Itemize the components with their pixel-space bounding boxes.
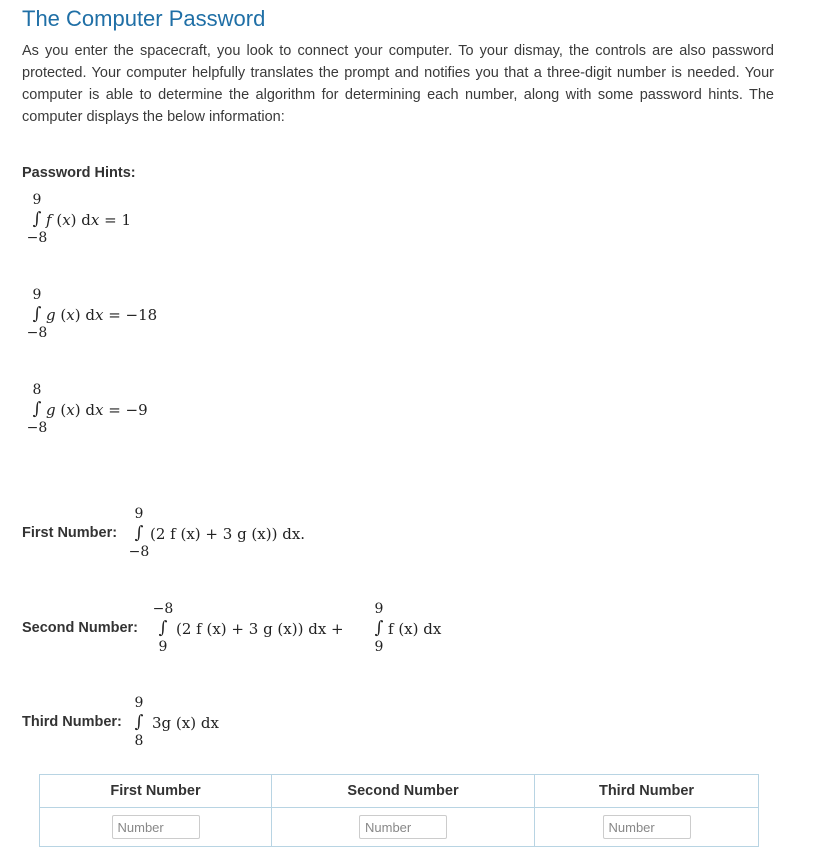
first-number-expression: (2 f (x) + 3 g (x)) dx. [150,525,306,543]
second-number-expression-2: f (x) dx [388,620,442,638]
cell-first-number [40,808,272,847]
third-number-label: Third Number: [22,714,122,730]
hint-2-lower-limit: −8 [26,325,48,341]
integral-sign-icon: ∫ [32,209,42,229]
first-upper-limit: 9 [134,506,144,522]
second-lower-limit-2: 9 [374,639,384,655]
integral-sign-icon: ∫ [134,712,144,732]
second-upper-limit-1: −8 [152,601,174,617]
third-number-integral [124,695,154,749]
integral-sign-icon: ∫ [134,523,144,543]
hint-1-result: = 1 [104,211,132,229]
third-number-input[interactable] [603,815,691,839]
integral-sign-icon: ∫ [374,618,384,638]
hint-3-expression: g (x) dx = −9 [46,401,148,419]
first-number-input[interactable] [112,815,200,839]
hint-3-result: = −9 [108,401,148,419]
hints-label: Password Hints: [22,165,136,181]
header-second-number: Second Number [272,775,535,808]
hint-2-upper-limit: 9 [32,287,42,303]
answer-table-header-row [40,775,759,808]
second-number-expression-1: (2 f (x) + 3 g (x)) dx + [176,620,344,638]
second-number-integral-1 [148,601,178,655]
third-upper-limit: 9 [134,695,144,711]
hint-3-function: g [46,401,56,419]
integral-sign-icon: ∫ [158,618,168,638]
first-number-label: First Number: [22,525,118,541]
integral-sign-icon: ∫ [32,304,42,324]
second-number-input[interactable] [359,815,447,839]
hint-1-expression: f (x) dx = 1 [46,211,132,229]
hint-2-function: g [46,306,56,324]
cell-second-number [272,808,535,847]
header-first-number: First Number [40,775,272,808]
hint-1-upper-limit: 9 [32,192,42,208]
second-lower-limit-1: 9 [158,639,168,655]
cell-third-number [535,808,759,847]
hint-2-result: = −18 [108,306,158,324]
hint-3-upper-limit: 8 [32,382,42,398]
hint-1-lower-limit: −8 [26,230,48,246]
answer-table [39,774,759,847]
third-number-expression: 3g (x) dx [152,714,219,732]
answer-table-input-row [40,808,759,847]
hint-2-expression: g (x) dx = −18 [46,306,158,324]
hint-1-function: f [46,211,52,229]
first-lower-limit: −8 [128,544,150,560]
intro-paragraph: As you enter the spacecraft, you look to connect your computer. To your dismay, the controls are also password protected. Your computer helpfully translates the prompt and notifies you that a three-digit number is needed. Your computer is able to determine the algorithm for determining each number, along with some password hints. The computer displays the below information: [22,43,774,125]
second-number-label: Second Number: [22,620,139,636]
hint-3-lower-limit: −8 [26,420,48,436]
page-title: The Computer Password [22,6,266,31]
second-upper-limit-2: 9 [374,601,384,617]
integral-sign-icon: ∫ [32,399,42,419]
third-lower-limit: 8 [134,733,144,749]
header-third-number: Third Number [535,775,759,808]
